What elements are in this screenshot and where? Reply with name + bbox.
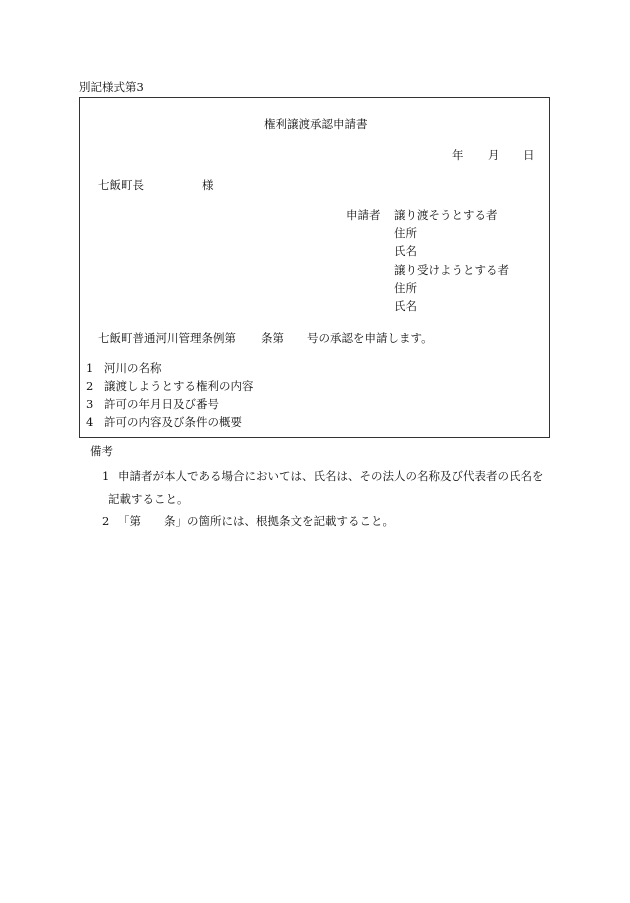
list-item bbox=[86, 417, 242, 429]
list-item-number: 1 bbox=[86, 361, 94, 375]
addressee-name: 七飯町長 bbox=[98, 178, 144, 192]
list-item-text: 河川の名称 bbox=[104, 361, 162, 375]
application-form bbox=[79, 97, 550, 438]
notes-heading: 備考 bbox=[90, 444, 113, 458]
transferor-label: 譲り渡そうとする者 bbox=[394, 208, 498, 222]
list-item-text: 許可の年月日及び番号 bbox=[104, 397, 219, 411]
request-text-part2: 条第 bbox=[261, 331, 284, 345]
date-month-label: 月 bbox=[488, 148, 500, 162]
transferor-address-label: 住所 bbox=[394, 226, 417, 240]
list-item bbox=[86, 381, 254, 393]
transferor-name-label: 氏名 bbox=[394, 244, 417, 258]
list-item-number: 4 bbox=[86, 415, 94, 429]
applicant-label: 申請者 bbox=[346, 208, 381, 222]
note-text: 申請者が本人である場合においては、氏名は、その法人の名称及び代表者の氏名を bbox=[118, 469, 544, 483]
date-year-label: 年 bbox=[452, 148, 464, 162]
note-text: 「第 条」の箇所には、根拠条文を記載すること。 bbox=[118, 514, 394, 528]
list-item bbox=[86, 399, 219, 411]
note-text-continued: 記載すること。 bbox=[108, 492, 189, 506]
date-day-label: 日 bbox=[523, 148, 535, 162]
form-number: 別記様式第3 bbox=[79, 80, 144, 94]
note-number: 2 bbox=[102, 514, 110, 528]
list-item-number: 2 bbox=[86, 379, 94, 393]
form-title: 権利譲渡承認申請書 bbox=[264, 117, 368, 131]
note-number: 1 bbox=[102, 469, 110, 483]
request-text-part1: 七飯町普通河川管理条例第 bbox=[98, 331, 236, 345]
list-item-number: 3 bbox=[86, 397, 94, 411]
transferee-address-label: 住所 bbox=[394, 281, 417, 295]
list-item bbox=[86, 363, 162, 375]
transferee-label: 譲り受けようとする者 bbox=[394, 263, 509, 277]
addressee-honorific: 様 bbox=[202, 178, 214, 192]
list-item-text: 許可の内容及び条件の概要 bbox=[104, 415, 242, 429]
request-text-part3: 号の承認を申請します。 bbox=[307, 331, 433, 345]
transferee-name-label: 氏名 bbox=[394, 299, 417, 313]
list-item-text: 譲渡しようとする権利の内容 bbox=[104, 379, 254, 393]
